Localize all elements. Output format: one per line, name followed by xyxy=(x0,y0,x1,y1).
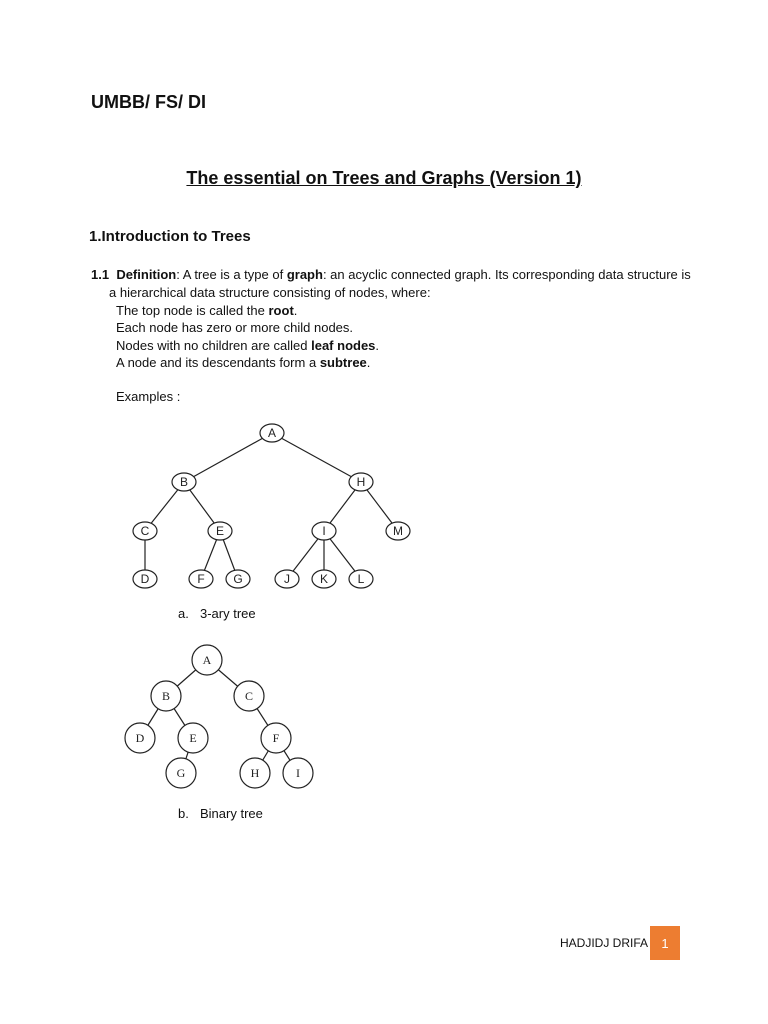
svg-text:A: A xyxy=(202,653,212,667)
point-subtree-term: subtree xyxy=(319,355,367,370)
svg-text:I: I xyxy=(296,766,300,780)
svg-text:M: M xyxy=(393,524,403,538)
tree-b-node-b xyxy=(151,681,181,711)
svg-text:G: G xyxy=(233,572,243,586)
svg-text:H: H xyxy=(250,766,260,780)
svg-text:G: G xyxy=(176,766,186,780)
tree-a-caption xyxy=(178,606,256,621)
tree-a-node-h xyxy=(349,473,373,491)
svg-text:D: D xyxy=(135,731,145,745)
svg-text:C: C xyxy=(244,689,254,703)
tree-a-node-c xyxy=(133,522,157,540)
point-subtree-text: A node and its descendants form a xyxy=(116,355,320,370)
svg-text:F: F xyxy=(272,731,280,745)
document-title: The essential on Trees and Graphs (Version 1) xyxy=(186,168,582,188)
tree-a-node-a xyxy=(260,424,284,442)
tree-a-node-d xyxy=(133,570,157,588)
tree-b-caption-text: Binary tree xyxy=(200,806,263,821)
definition-number: 1.1 xyxy=(91,267,110,282)
tree-a-caption-text: 3-ary tree xyxy=(200,606,256,621)
section-title: 1.Introduction to Trees xyxy=(89,228,251,245)
tree-a-node-b xyxy=(172,473,196,491)
tree-b-node-h xyxy=(240,758,270,788)
point-leaf-term: leaf nodes xyxy=(311,338,376,353)
svg-text:K: K xyxy=(319,572,329,586)
tree-b-node-i xyxy=(283,758,313,788)
point-children: Each node has zero or more child nodes. xyxy=(116,320,354,335)
tree-a-node-k xyxy=(312,570,336,588)
tree-a-node-f xyxy=(189,570,213,588)
tree-a-node-j xyxy=(275,570,299,588)
tree-b-node-g xyxy=(166,758,196,788)
svg-text:D: D xyxy=(140,572,150,586)
point-root-end: . xyxy=(293,303,298,318)
svg-text:H: H xyxy=(356,475,366,489)
svg-text:E: E xyxy=(215,524,225,538)
definition-graph-word: graph xyxy=(286,267,323,282)
footer-author: HADJIDJ DRIFA xyxy=(560,936,649,950)
tree-a-node-e xyxy=(208,522,232,540)
svg-text:J: J xyxy=(284,572,290,586)
tree-b-node-a xyxy=(192,645,222,675)
examples-label: Examples : xyxy=(116,389,181,404)
tree-b-caption-letter: b. xyxy=(178,806,189,821)
tree-a-node-g xyxy=(226,570,250,588)
svg-text:B: B xyxy=(161,689,171,703)
definition-text-b: : an acyclic connected graph. Its corresponding data structure is xyxy=(322,267,691,282)
point-leaf-text: Nodes with no children are called xyxy=(116,338,312,353)
definition-term: Definition xyxy=(116,267,177,282)
point-subtree-end: . xyxy=(366,355,371,370)
point-root-text: The top node is called the xyxy=(116,303,269,318)
tree-b-node-e xyxy=(178,723,208,753)
svg-text:E: E xyxy=(189,731,197,745)
svg-text:B: B xyxy=(179,475,189,489)
definition-text-a: : A tree is a type of xyxy=(176,267,287,282)
tree-b-node-f xyxy=(261,723,291,753)
definition-line-2: a hierarchical data structure consisting of nodes, where: xyxy=(109,285,431,300)
tree-a-node-m xyxy=(386,522,410,540)
tree-a-node-i xyxy=(312,522,336,540)
point-root-term: root xyxy=(268,303,294,318)
tree-b-edges xyxy=(140,660,298,773)
svg-text:L: L xyxy=(357,572,365,586)
page-number-badge: 1 xyxy=(650,926,680,960)
tree-a-caption-letter: a. xyxy=(178,606,189,621)
svg-text:F: F xyxy=(197,572,205,586)
svg-text:I: I xyxy=(322,524,326,538)
tree-a-node-l xyxy=(349,570,373,588)
svg-text:A: A xyxy=(267,426,277,440)
tree-b-caption xyxy=(178,806,263,821)
svg-text:C: C xyxy=(140,524,150,538)
header-org: UMBB/ FS/ DI xyxy=(91,92,206,112)
tree-b-node-d xyxy=(125,723,155,753)
tree-b-node-c xyxy=(234,681,264,711)
point-leaf-end: . xyxy=(375,338,380,353)
